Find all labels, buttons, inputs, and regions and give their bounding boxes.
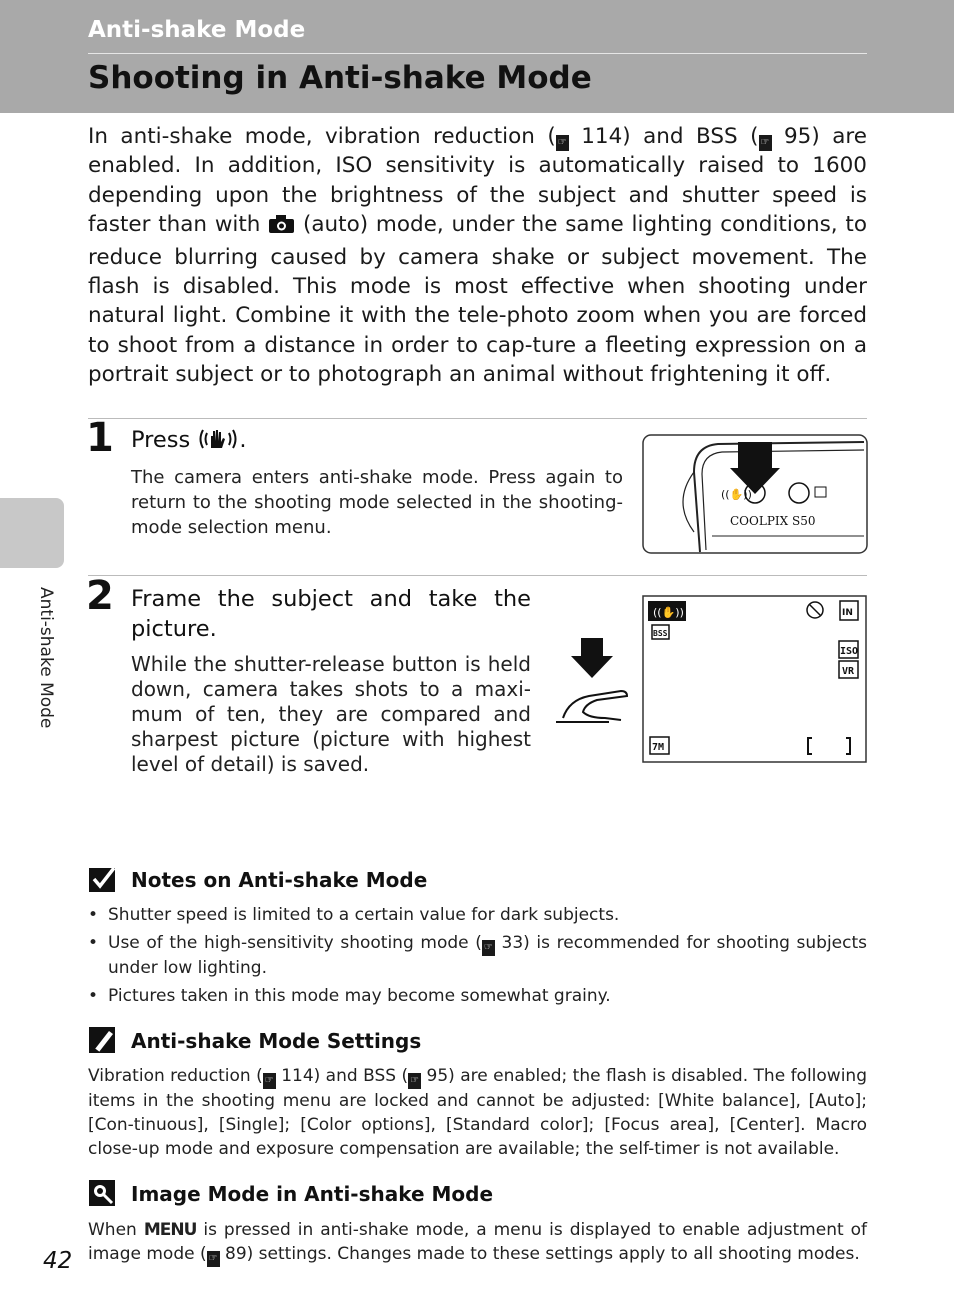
list-item: • Shutter speed is limited to a certain value for dark subjects. [88, 903, 867, 927]
lcd-memory: IN [842, 608, 853, 618]
shutter-press-illustration [555, 638, 630, 726]
settings-text: 95) are enabled; the flash is disabled. The following items in the shooting menu are locked and cannot be adjusted: [White balance], [Auto]; [Con-tinuous], [Single]; [Color options], [Standard color]; [Focus area], [Center]. Macro close-up mode and exposure compensation are available; the self-timer is not available. [88, 1066, 867, 1159]
lcd-vr: VR [842, 666, 855, 677]
reference-icon: ☞ [207, 1251, 220, 1267]
pencil-note-icon [89, 1027, 117, 1055]
intro-ref-1: 114 [581, 124, 623, 149]
reference-icon: ☞ [556, 135, 569, 151]
checkmark-note-icon [89, 866, 117, 894]
lcd-bss: BSS [653, 629, 668, 638]
intro-text-1: In anti-shake mode, vibration reduction ( [88, 124, 556, 149]
image-mode-text: When [88, 1220, 137, 1240]
intro-paragraph [88, 122, 867, 390]
side-tab [0, 498, 64, 568]
image-mode-text: is pressed in anti-shake mode, a menu is displayed to enable adjustment of image mode ( [88, 1220, 868, 1264]
image-mode-paragraph [88, 1218, 867, 1267]
step-1-heading [131, 427, 247, 453]
notes-text: Use of the high-sensitivity shooting mode ( [108, 933, 482, 953]
lcd-iso: ISO [840, 646, 859, 657]
reference-icon: ☞ [482, 940, 495, 956]
step-1-rule [88, 418, 867, 419]
intro-text-3: ) are enabled. In addition, ISO sensitivity is automatically raised to 1600 depending upon the brightness of the subject and shutter speed is faster than with [88, 124, 867, 238]
camera-auto-icon [268, 213, 295, 242]
lcd-monitor-illustration [642, 595, 867, 763]
step-2-body: While the shutter-release button is held down, camera takes shots to a maxi-mum of ten, they are compared and sharpest picture (picture with highest level of detail) is saved. [131, 652, 531, 776]
reference-icon: ☞ [408, 1073, 421, 1089]
svg-text:((✋)): ((✋)) [653, 606, 684, 619]
step-1-number: 1 [86, 415, 114, 461]
step-1-body: The camera enters anti-shake mode. Press again to return to the shooting mode selected in the shooting-mode selection menu. [131, 467, 623, 538]
page-title: Shooting in Anti-shake Mode [88, 60, 592, 96]
svg-text:((✋)): ((✋)) [721, 488, 752, 501]
settings-text: 114) and BSS ( [281, 1066, 409, 1086]
settings-heading: Anti-shake Mode Settings [131, 1029, 422, 1053]
menu-button-icon: MENU [143, 1220, 197, 1240]
image-mode-heading: Image Mode in Anti-shake Mode [131, 1182, 494, 1206]
lcd-image-mode: 7M [652, 742, 665, 753]
notes-heading: Notes on Anti-shake Mode [131, 868, 428, 892]
step-2-heading: Frame the subject and take the picture. [131, 586, 531, 642]
header-band [0, 0, 954, 113]
intro-text-2: ) and BSS ( [622, 124, 759, 149]
intro-ref-2: 95 [784, 124, 812, 149]
step-1-heading-text: Press [131, 427, 191, 453]
image-mode-text: 89) settings. Changes made to these settings apply to all shooting modes. [225, 1244, 860, 1264]
page-number: 42 [43, 1248, 73, 1274]
list-item: • Pictures taken in this mode may become somewhat grainy. [88, 984, 867, 1008]
step-1-heading-end: . [239, 427, 247, 453]
side-tab-label: Anti-shake Mode [36, 587, 56, 729]
settings-text: Vibration reduction ( [88, 1066, 263, 1086]
header-rule [88, 53, 867, 54]
list-item [88, 931, 867, 980]
intro-text-4: (auto) mode, under the same lighting conditions, to reduce blurring caused by camera shake or subject movement. The flash is disabled. This mode is most effective when shooting under natural light. Combine it with the tele-photo zoom when you are forced to shoot from a distance in order to cap-ture a fleeting expression on a portrait subject or to photograph an animal without frightening it off. [88, 212, 867, 388]
section-title: Anti-shake Mode [88, 17, 306, 43]
reference-icon: ☞ [759, 135, 772, 151]
step-2-number: 2 [86, 573, 114, 619]
notes-list [88, 903, 867, 1012]
notes-text: 33) is recommended for shooting subjects under low lighting. [108, 933, 867, 978]
reference-icon: ☞ [263, 1073, 276, 1089]
step-2-rule [88, 575, 867, 576]
settings-paragraph [88, 1064, 867, 1161]
anti-shake-icon [197, 427, 239, 451]
camera-model-text: COOLPIX S50 [730, 514, 816, 528]
camera-top-illustration [642, 432, 868, 556]
magnifier-note-icon [89, 1180, 117, 1208]
